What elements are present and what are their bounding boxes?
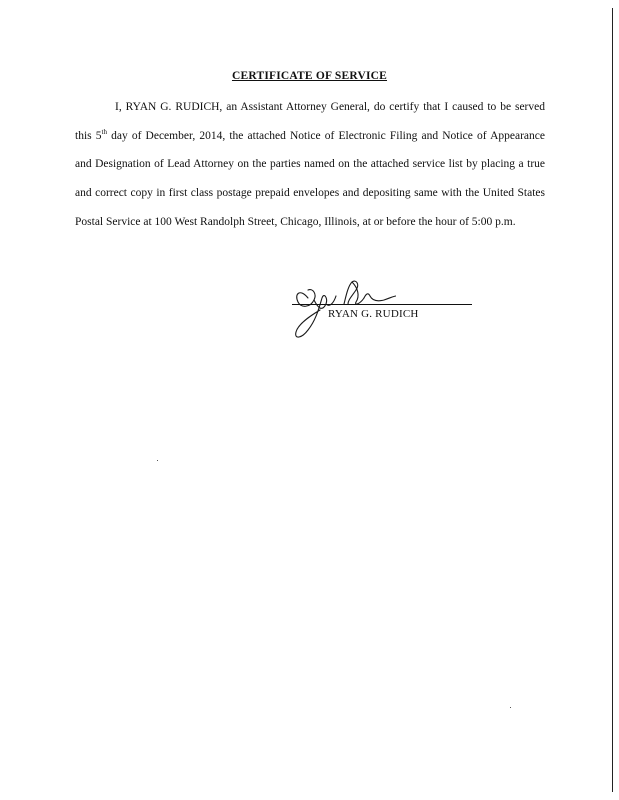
- ordinal-suffix: th: [101, 127, 107, 136]
- signature-line: [292, 304, 472, 305]
- paragraph-text-start: I, RYAN G. RUDICH, an Assistant Attorney General, do certify that I caused to be served this 5: [75, 101, 545, 142]
- signer-name: RYAN G. RUDICH: [328, 308, 419, 320]
- document-title: CERTIFICATE OF SERVICE: [231, 70, 388, 82]
- page-edge-line: [612, 8, 613, 792]
- scan-speck: [510, 707, 511, 708]
- certificate-paragraph: [75, 93, 545, 237]
- paragraph-text-end: day of December, 2014, the attached Notice of Electronic Filing and Notice of Appearance and Designation of Lead Attorney on the parties named on the attached service list by placing a true and correct copy in first class postage prepaid envelopes and depositing same with the United States Postal Service at 100 West Randolph Street, Chicago, Illinois, at or before the hour of 5:00 p.m.: [75, 129, 545, 228]
- scan-speck: [157, 460, 158, 461]
